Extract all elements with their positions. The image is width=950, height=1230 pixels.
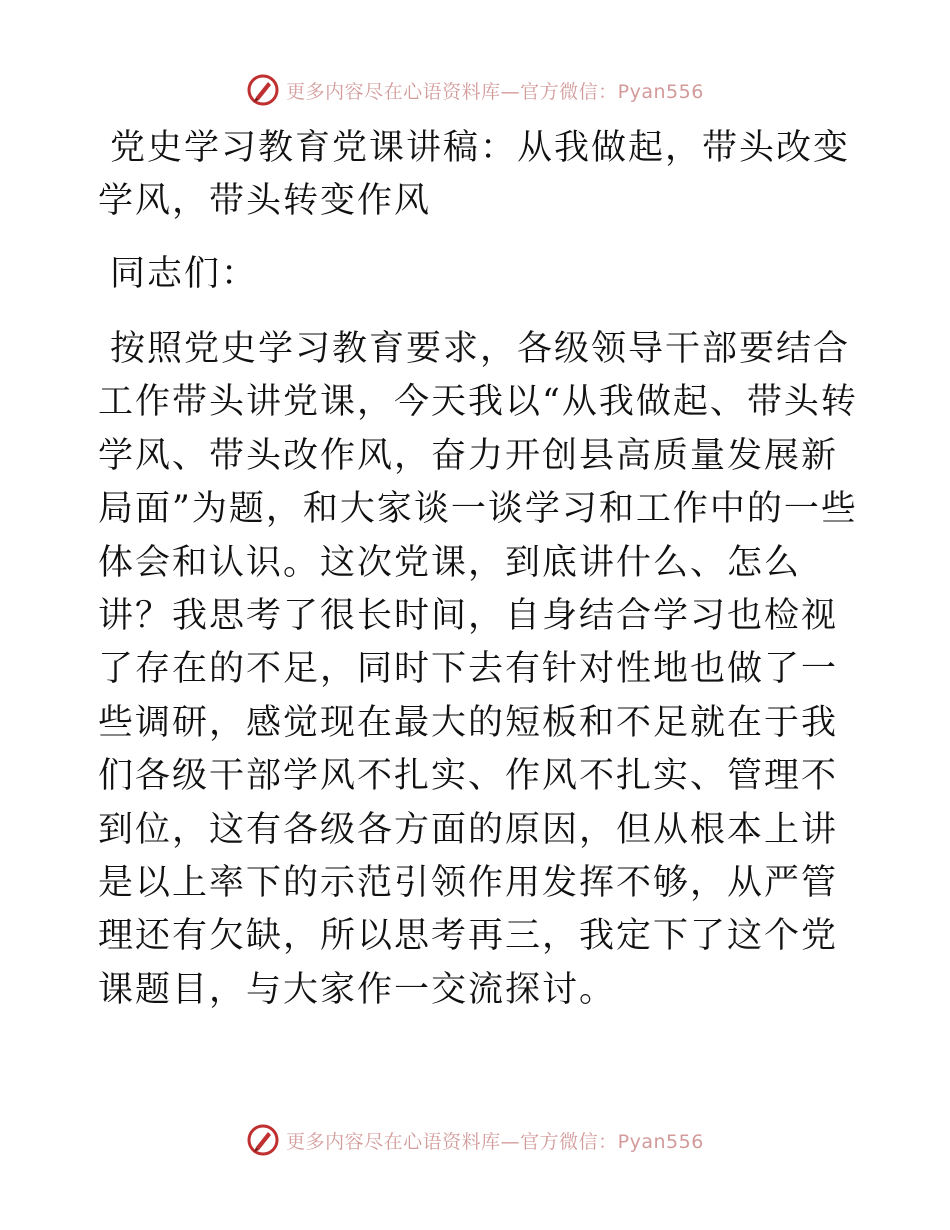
- document-title: 党史学习教育党课讲稿：从我做起，带头改变学风，带头转变作风: [98, 128, 851, 221]
- watermark-text: 更多内容尽在心语资料库—官方微信：Pyan556: [286, 1130, 704, 1153]
- red-pen-circle-logo-icon: [246, 1123, 280, 1157]
- salutation: 同志们：: [110, 254, 259, 294]
- footer-watermark: [0, 1120, 950, 1160]
- header-watermark: [0, 70, 950, 110]
- document-body: [98, 122, 858, 1017]
- watermark-text: 更多内容尽在心语资料库—官方微信：Pyan556: [286, 80, 704, 103]
- body-paragraph: 按照党史学习教育要求，各级领导干部要结合工作带头讲党课，今天我以“从我做起、带头转学风、带头改作风，奋力开创县高质量发展新局面”为题，和大家谈一谈学习和工作中的一些体会和认识。这次党课，到底讲什么、怎么讲？我思考了很长时间，自身结合学习也检视了存在的不足，同时下去有针对性地也做了一些调研，感觉现在最大的短板和不足就在于我们各级干部学风不扎实、作风不扎实、管理不到位，这有各级各方面的原因，但从根本上讲是以上率下的示范引领作用发挥不够，从严管理还有欠缺，所以思考再三，我定下了这个党课题目，与大家作一交流探讨。: [98, 329, 858, 1010]
- red-pen-circle-logo-icon: [246, 73, 280, 107]
